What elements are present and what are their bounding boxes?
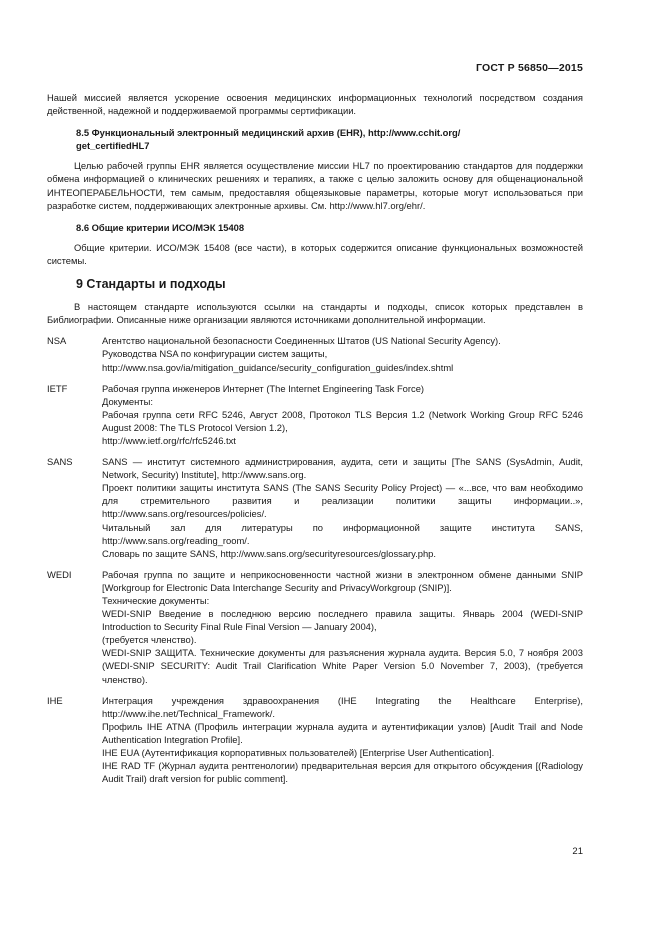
page-number: 21 bbox=[572, 846, 583, 857]
organization-abbreviation: IHE bbox=[47, 694, 63, 706]
organization-line: Проект политики защиты института SANS (The SANS Security Policy Project) — «...все, что вам необходимо для стремительного развития и реализации политики защиты информации..», http://www.sans.org/resources/policies/. bbox=[102, 482, 583, 520]
organization-description bbox=[102, 334, 583, 373]
organization-line: Читальный зал для литературы по информационной защите института SANS, http://www.sans.org/reading_room/. bbox=[102, 521, 583, 546]
organization-description bbox=[102, 455, 583, 560]
section-8-5-title-line1: 8.5 Функциональный электронный медицинский архив (EHR), http://www.cchit.org/ bbox=[76, 127, 461, 139]
section-8-5-paragraph: Целью рабочей группы EHR является осуществление миссии HL7 по проектированию стандартов для поддержки обмена информацией о клинических решениях и терапиях, а также с целью заложить основу для общенациональной ИНТЕОПЕРАБЕЛЬНОСТИ, тем самым, предоставляя общеязыковые параметры, которые могут использоваться при разработке систем, поддерживающих электронные архивы. См. http://www.hl7.org/ehr/. bbox=[47, 160, 583, 211]
section-9-paragraph: В настоящем стандарте используются ссылки на стандарты и подходы, список которых представлен в Библиографии. Описанные ниже организации являются источниками дополнительной информации. bbox=[47, 301, 583, 326]
organization-line: Технические документы: bbox=[102, 595, 210, 606]
organization-line: IHE RAD TF (Журнал аудита рентгенологии) предварительная версия для открытого обсуждения [(Radiology Audit Trail) draft version for public comment]. bbox=[102, 760, 583, 785]
page-content bbox=[47, 91, 583, 785]
organization-line: Словарь по защите SANS, http://www.sans.org/securityresources/glossary.php. bbox=[102, 547, 436, 559]
organization-description bbox=[102, 694, 583, 786]
organization-line: Рабочая группа сети RFC 5246, Август 2008, Протокол TLS Версия 1.2 (Network Working Group RFC 5246 August 2008: The TLS Protocol Version 1.2), bbox=[102, 408, 583, 433]
intro-paragraph: Нашей миссией является ускорение освоения медицинских информационных технологий посредством создания действенной, надежной и поддерживаемой программы сертификации. bbox=[47, 92, 583, 117]
section-8-5-heading bbox=[47, 126, 583, 152]
organization-list bbox=[47, 334, 583, 785]
organization-entry-sans bbox=[47, 455, 583, 560]
organization-line: IHE EUA (Аутентификация корпоративных пользователей) [Enterprise User Authentication]. bbox=[102, 747, 495, 759]
organization-abbreviation: NSA bbox=[47, 335, 67, 347]
organization-line: Документы: bbox=[102, 395, 153, 407]
section-8-6-paragraph: Общие критерии. ИСО/МЭК 15408 (все части), в которых содержится описание функциональных возможностей системы. bbox=[47, 241, 583, 266]
section-8-5-title-line2: get_certifiedHL7 bbox=[76, 140, 150, 152]
standard-code-header: ГОСТ Р 56850—2015 bbox=[475, 62, 583, 74]
organization-line: http://www.ietf.org/rfc/rfc5246.txt bbox=[102, 434, 236, 446]
organization-entry-wedi bbox=[47, 568, 583, 686]
organization-description bbox=[102, 568, 583, 686]
organization-line: http://www.nsa.gov/ia/mitigation_guidance/security_configuration_guides/index.shtml bbox=[102, 361, 454, 373]
organization-line: Профиль IHE ATNA (Профиль интеграции журнала аудита и аутентификации узлов) [Audit Trail and Node Authentication Integration Profile]. bbox=[102, 720, 583, 745]
organization-description bbox=[102, 382, 583, 447]
organization-abbreviation: SANS bbox=[47, 456, 73, 468]
section-9-heading: 9 Стандарты и подходы bbox=[76, 277, 226, 292]
organization-line: Интеграция учреждения здравоохранения (IHE Integrating the Healthcare Enterprise), http://www.ihe.net/Technical_Framework/. bbox=[102, 694, 583, 719]
organization-entry-ietf bbox=[47, 382, 583, 447]
organization-entry-nsa bbox=[47, 334, 583, 373]
organization-line: SANS — институт системного администрирования, аудита, сети и защиты [The SANS (SysAdmin, Audit, Network, Security) Institute], http://www.sans.org. bbox=[102, 456, 583, 481]
organization-line: Рабочая группа по защите и неприкосновенности частной жизни в электронном обмене данными SNIP [Workgroup for Electronic Data Interchange Security and PrivacyWorkgroup (SNIP)]. bbox=[102, 568, 583, 593]
organization-line: Руководства NSA по конфигурации систем защиты, bbox=[102, 348, 328, 360]
organization-line: Агентство национальной безопасности Соединенных Штатов (US National Security Agency). bbox=[102, 335, 501, 347]
organization-line: (требуется членство). bbox=[102, 634, 197, 646]
section-8-6-heading: 8.6 Общие критерии ИСО/МЭК 15408 bbox=[76, 221, 245, 233]
organization-line: WEDI-SNIP ЗАЩИТА. Технические документы для разъяснения журнала аудита. Версия 5.0, 7 ноября 2003 (WEDI-SNIP SECURITY: Audit Trail Clarification White Paper Version 5.0 November 7, 2003), (требуется членство). bbox=[102, 647, 583, 685]
organization-entry-ihe bbox=[47, 694, 583, 786]
organization-abbreviation: WEDI bbox=[47, 568, 72, 580]
organization-abbreviation: IETF bbox=[47, 382, 68, 394]
organization-line: WEDI-SNIP Введение в последнюю версию последнего правила защиты. Январь 2004 (WEDI-SNIP Introduction to Security Final Rule Final Version — January 2004), bbox=[102, 608, 583, 633]
organization-line: Рабочая группа инженеров Интернет (The Internet Engineering Task Force) bbox=[102, 382, 425, 394]
